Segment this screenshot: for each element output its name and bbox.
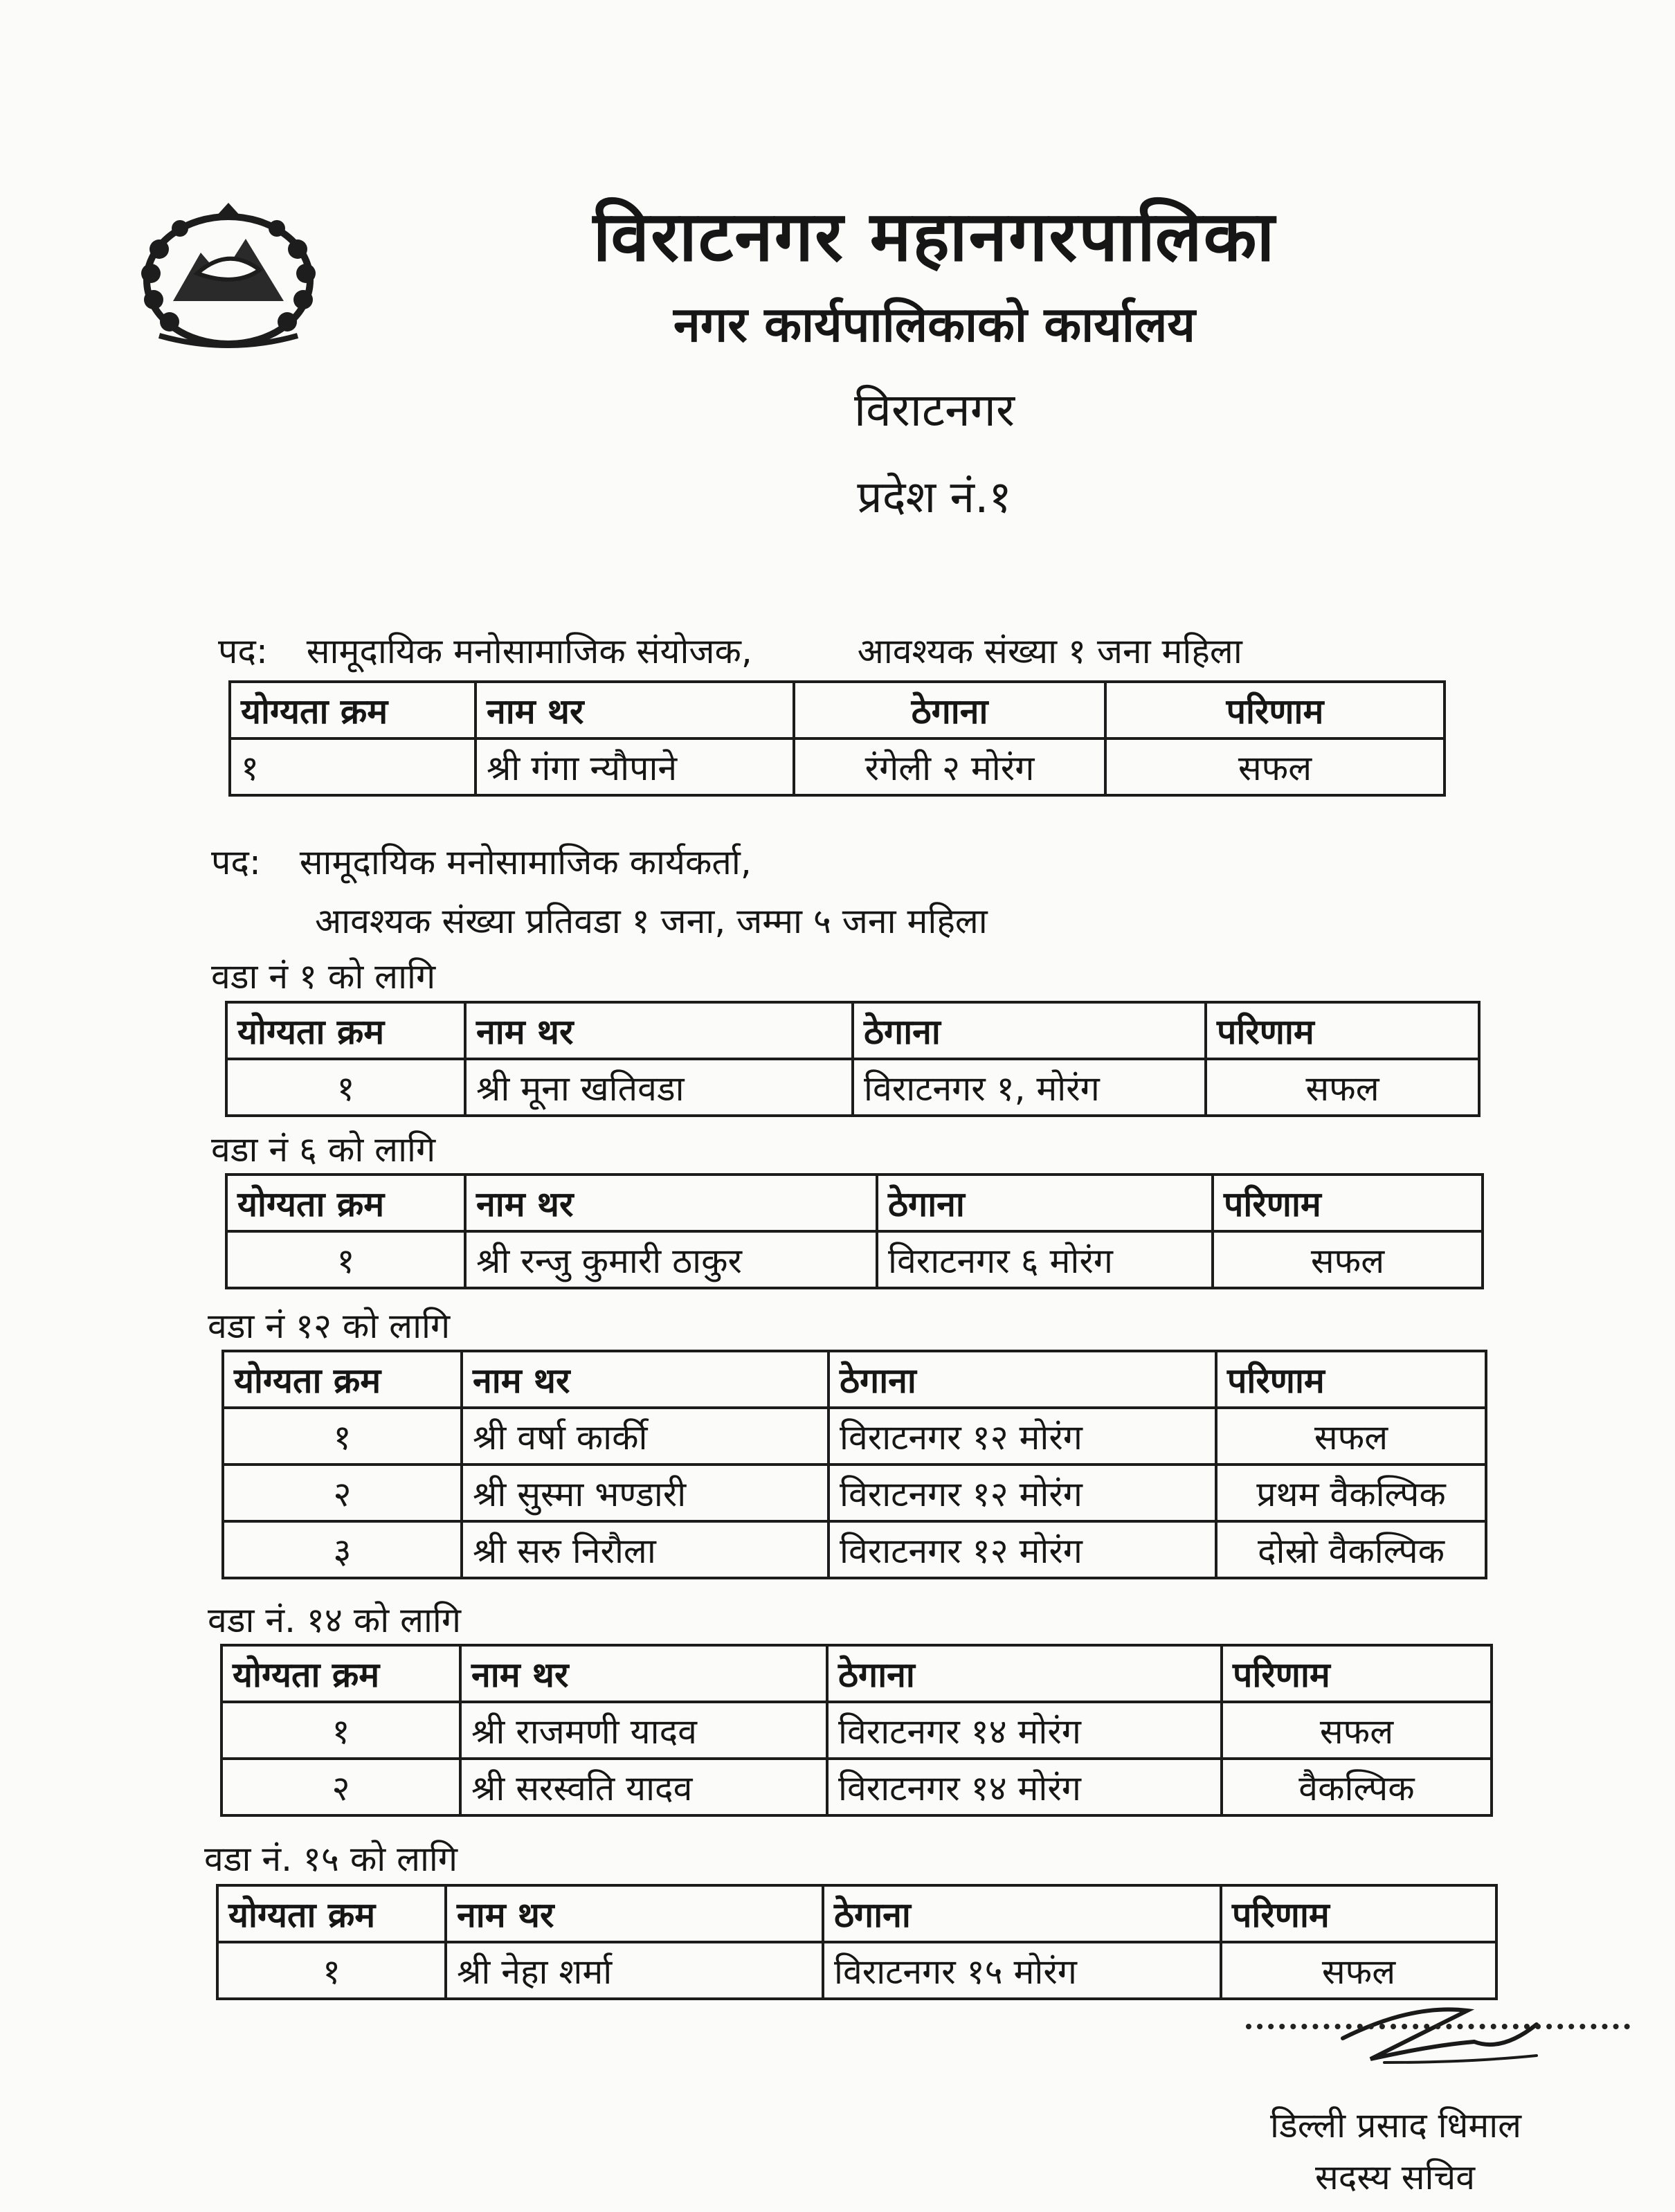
table-row: [223, 1408, 1486, 1465]
header-address: ठेगाना: [794, 682, 1105, 738]
header-address: ठेगाना: [823, 1885, 1221, 1942]
post-label: पद:: [211, 842, 261, 882]
result-cell: सफल: [1222, 1702, 1492, 1759]
table-header-row: [217, 1885, 1496, 1942]
header-rank: योग्यता क्रम: [226, 1002, 465, 1059]
ward-heading: वडा नं. १५ को लागि: [204, 1839, 458, 1879]
ward-table: [221, 1350, 1487, 1579]
result-cell: प्रथम वैकल्पिक: [1216, 1465, 1486, 1521]
post1-line: [218, 626, 1242, 673]
address-cell: विराटनगर १२ मोरंग: [829, 1465, 1216, 1521]
header-result: परिणाम: [1105, 682, 1445, 738]
post-label: पद:: [218, 631, 268, 671]
post2-required-count: आवश्यक संख्या प्रतिवडा १ जना, जम्मा ५ जना महिला: [315, 901, 988, 941]
result-cell: सफल: [1221, 1942, 1496, 1999]
table-row: [230, 738, 1445, 795]
signer-name: डिल्ली प्रसाद धिमाल: [1270, 2105, 1522, 2146]
address-cell: विराटनगर १२ मोरंग: [829, 1521, 1216, 1578]
name-cell: श्री गंगा न्यौपाने: [476, 738, 794, 795]
header-result: परिणाम: [1221, 1885, 1496, 1942]
post2-line: [211, 837, 752, 885]
post1-table: [228, 680, 1446, 797]
header-name: नाम थर: [462, 1351, 829, 1408]
header-rank: योग्यता क्रम: [230, 682, 476, 738]
table-header-row: [223, 1351, 1486, 1408]
result-cell: वैकल्पिक: [1222, 1759, 1492, 1815]
header-rank: योग्यता क्रम: [226, 1175, 465, 1231]
ward-heading: वडा नं. १४ को लागि: [208, 1600, 462, 1640]
address-cell: विराटनगर १५ मोरंग: [823, 1942, 1221, 1999]
name-cell: श्री मूना खतिवडा: [465, 1059, 853, 1116]
result-cell: दोस्रो वैकल्पिक: [1216, 1521, 1486, 1578]
rank-cell: २: [221, 1759, 460, 1815]
table-header-row: [226, 1175, 1483, 1231]
header-rank: योग्यता क्रम: [223, 1351, 462, 1408]
name-cell: श्री राजमणी यादव: [460, 1702, 827, 1759]
header-rank: योग्यता क्रम: [217, 1885, 446, 1942]
header-result: परिणाम: [1216, 1351, 1486, 1408]
address-cell: रंगेली २ मोरंग: [794, 738, 1105, 795]
handwritten-signature: [1329, 1997, 1550, 2080]
address-cell: विराटनगर १४ मोरंग: [827, 1759, 1222, 1815]
rank-cell: ३: [223, 1521, 462, 1578]
name-cell: श्री सरु निरौला: [462, 1521, 829, 1578]
table-header-row: [226, 1002, 1479, 1059]
rank-cell: १: [223, 1408, 462, 1465]
table-row: [217, 1942, 1496, 1999]
header-name: नाम थर: [446, 1885, 823, 1942]
result-cell: सफल: [1105, 738, 1445, 795]
post-required-count: आवश्यक संख्या १ जना महिला: [857, 631, 1242, 671]
result-cell: सफल: [1216, 1408, 1486, 1465]
name-cell: श्री रन्जु कुमारी ठाकुर: [465, 1231, 877, 1288]
address-cell: विराटनगर १४ मोरंग: [827, 1702, 1222, 1759]
result-cell: सफल: [1206, 1059, 1479, 1116]
table-row: [223, 1521, 1486, 1578]
header-result: परिणाम: [1213, 1175, 1483, 1231]
ward-table: [216, 1884, 1498, 2000]
ward-table: [225, 1001, 1481, 1117]
table-row: [226, 1059, 1479, 1116]
address-cell: विराटनगर १२ मोरंग: [829, 1408, 1216, 1465]
office-title: नगर कार्यपालिकाको कार्यालय: [673, 296, 1196, 353]
name-cell: श्री नेहा शर्मा: [446, 1942, 823, 1999]
rank-cell: १: [226, 1231, 465, 1288]
table-row: [221, 1759, 1492, 1815]
org-title: विराटनगर महानगरपालिका: [592, 196, 1276, 277]
rank-cell: १: [230, 738, 476, 795]
province-title: प्रदेश नं.१: [857, 472, 1012, 523]
post-title: सामूदायिक मनोसामाजिक संयोजक,: [306, 631, 752, 671]
header-name: नाम थर: [465, 1002, 853, 1059]
header-result: परिणाम: [1222, 1645, 1492, 1702]
ward-heading: वडा नं १२ को लागि: [208, 1306, 451, 1346]
ward-heading: वडा नं ६ को लागि: [211, 1130, 436, 1170]
name-cell: श्री सरस्वति यादव: [460, 1759, 827, 1815]
rank-cell: १: [221, 1702, 460, 1759]
table-row: [223, 1465, 1486, 1521]
ward-table: [220, 1644, 1493, 1817]
header-name: नाम थर: [465, 1175, 877, 1231]
header-name: नाम थर: [476, 682, 794, 738]
header-address: ठेगाना: [877, 1175, 1213, 1231]
rank-cell: १: [217, 1942, 446, 1999]
header-address: ठेगाना: [829, 1351, 1216, 1408]
table-row: [221, 1702, 1492, 1759]
ward-heading: वडा नं १ को लागि: [211, 957, 436, 997]
header-address: ठेगाना: [853, 1002, 1206, 1059]
signature-line: [1246, 2024, 1630, 2029]
address-cell: विराटनगर ६ मोरंग: [877, 1231, 1213, 1288]
table-header-row: [230, 682, 1445, 738]
signer-title: सदस्य सचिव: [1315, 2157, 1475, 2197]
name-cell: श्री वर्षा कार्की: [462, 1408, 829, 1465]
address-cell: विराटनगर १, मोरंग: [853, 1059, 1206, 1116]
header-rank: योग्यता क्रम: [221, 1645, 460, 1702]
ward-table: [225, 1173, 1484, 1289]
rank-cell: २: [223, 1465, 462, 1521]
header-result: परिणाम: [1206, 1002, 1479, 1059]
header-address: ठेगाना: [827, 1645, 1222, 1702]
header-name: नाम थर: [460, 1645, 827, 1702]
name-cell: श्री सुस्मा भण्डारी: [462, 1465, 829, 1521]
table-header-row: [221, 1645, 1492, 1702]
city-title: विराटनगर: [854, 383, 1015, 437]
table-row: [226, 1231, 1483, 1288]
rank-cell: १: [226, 1059, 465, 1116]
post-title: सामूदायिक मनोसामाजिक कार्यकर्ता,: [299, 842, 752, 882]
result-cell: सफल: [1213, 1231, 1483, 1288]
